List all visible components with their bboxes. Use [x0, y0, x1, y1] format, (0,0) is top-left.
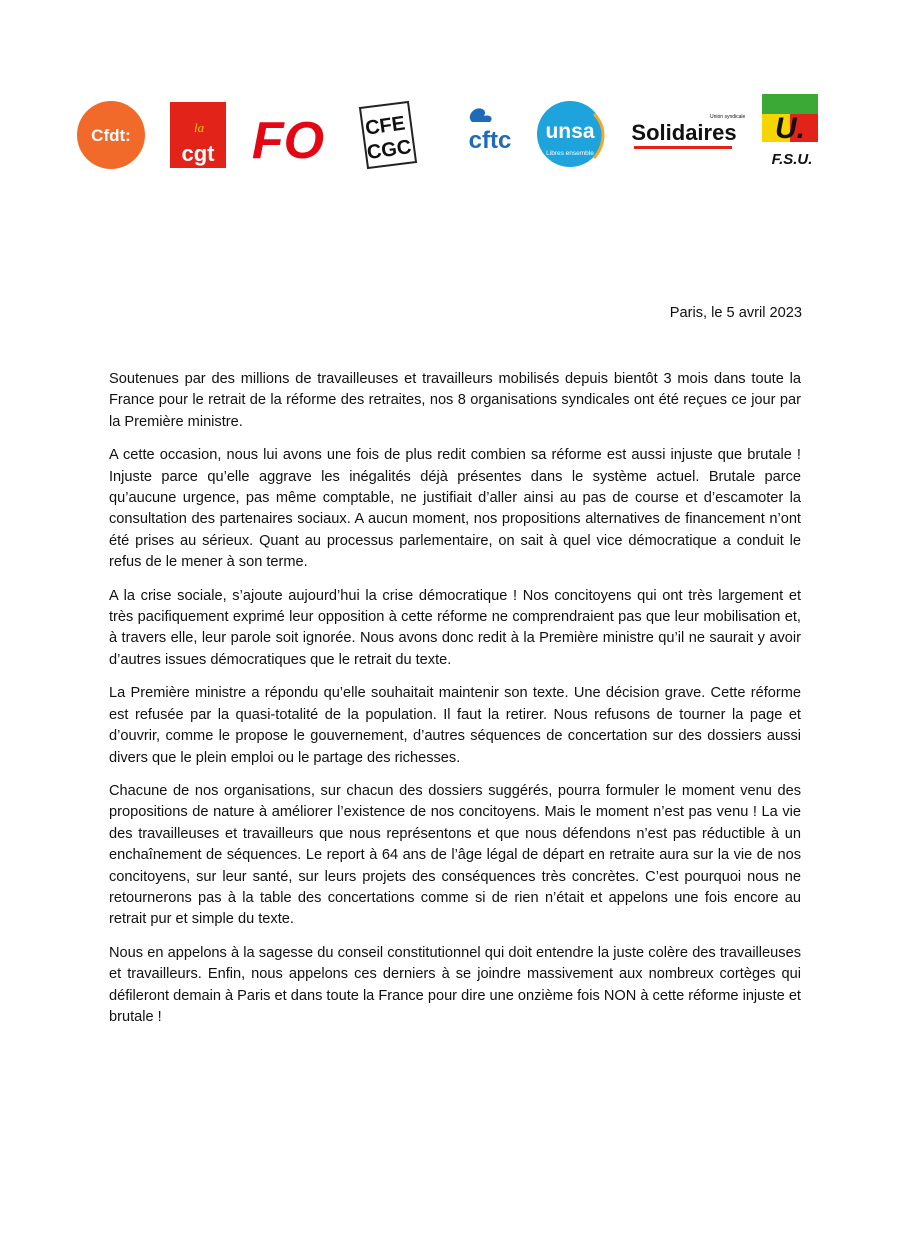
paragraph: Soutenues par des millions de travailleuses et travailleurs mobilisés depuis bientôt 3 mois dans toute la France pour le retrait de la réforme des retraites, nos 8 organisations syndicales ont été reçues ce jour par la Première ministre.	[109, 371, 801, 430]
svg-text:Libres ensemble: Libres ensemble	[546, 150, 594, 157]
svg-text:unsa: unsa	[545, 120, 595, 143]
solidaires-logo	[631, 108, 746, 156]
svg-text:F.S.U.: F.S.U.	[771, 151, 813, 168]
fo-logo	[253, 100, 323, 170]
cfdt-logo	[76, 100, 146, 170]
cgt-logo	[170, 102, 226, 168]
svg-text:cftc: cftc	[468, 127, 512, 154]
svg-text:la: la	[194, 120, 205, 135]
paragraph: Nous en appelons à la sagesse du conseil constitutionnel qui doit entendre la juste colère des travailleuses et travailleurs. Enfin, nous appelons ces derniers à se joindre massivement aux nombreux cortèges qui défileront demain à Paris et dans toute la France pour dire une onzième fois NON à cette réforme injuste et brutale !	[109, 944, 801, 1025]
svg-text:FO: FO	[251, 112, 325, 170]
svg-text:cgt: cgt	[181, 141, 215, 166]
paragraph: La Première ministre a répondu qu’elle souhaitait maintenir son texte. Une décision grave. Cette réforme est refusée par la quasi-totalité de la population. Il faut la retirer. Nous refusons de tourner la page et d’ouvrir, comme le propose le gouvernement, d’autres séquences de concertation sur des dossiers aussi divers que le plein emploi ou le partage des richesses.	[109, 685, 801, 766]
paragraph: Chacune de nos organisations, sur chacun des dossiers suggérés, pourra formuler le moment venu des propositions de nature à améliorer l’existence de nos concitoyens. Mais le moment n’est pas venu ! La vie des travailleuses et travailleurs que nous représentons et que nous défendons n’est pas réductible à un enchaînement de séquences. Le report à 64 ans de l’âge légal de départ en retraite aura sur la vie de nos concitoyens, sur leur santé, sur leurs projets des conséquences très concrètes. C’est pourquoi nous ne retournerons pas à la table des concertations comme si de rien n’était et appelons une fois encore au retrait pur et simple du texte.	[109, 782, 801, 928]
press-release-body	[109, 369, 801, 1040]
svg-text:Cfdt:: Cfdt:	[91, 126, 131, 145]
dove-icon	[470, 108, 492, 122]
svg-text:Solidaires: Solidaires	[631, 120, 737, 145]
cftc-logo	[460, 104, 520, 160]
document-date: Paris, le 5 avril 2023	[669, 305, 802, 321]
svg-text:CFE: CFE	[363, 112, 407, 140]
svg-text:CGC: CGC	[365, 136, 413, 165]
unsa-logo	[536, 100, 608, 168]
fsu-logo	[758, 94, 826, 168]
paragraph: A la crise sociale, s’ajoute aujourd’hui la crise démocratique ! Nos concitoyens qui ont très largement et très pacifiquement exprimé leur opposition à cette réforme ne comprendraient pas que leur mobilisation et, à travers elle, leur parole soit ignorée. Nous avons donc redit à la Première ministre qu’il ne saurait y avoir d’autres issues démocratiques que le retrait du texte.	[109, 587, 801, 668]
svg-text:U.: U.	[775, 112, 805, 145]
union-logos-row	[0, 0, 910, 200]
cfe-cgc-logo	[350, 100, 420, 170]
paragraph: A cette occasion, nous lui avons une fois de plus redit combien sa réforme est aussi injuste que brutale ! Injuste parce qu’elle aggrave les inégalités déjà présentes dans le système actuel. Brutale parce qu’aucune urgence, pas même comptable, ne justifiait d’aller ainsi au pas de course et d’escamoter la consultation des partenaires sociaux. A aucun moment, nos propositions alternatives de financement n’ont été prises au sérieux. Quant au processus parlementaire, on sait à quel vice démocratique a conduit le refus de le mener à son terme.	[109, 447, 801, 571]
svg-text:Union syndicale: Union syndicale	[710, 114, 746, 120]
